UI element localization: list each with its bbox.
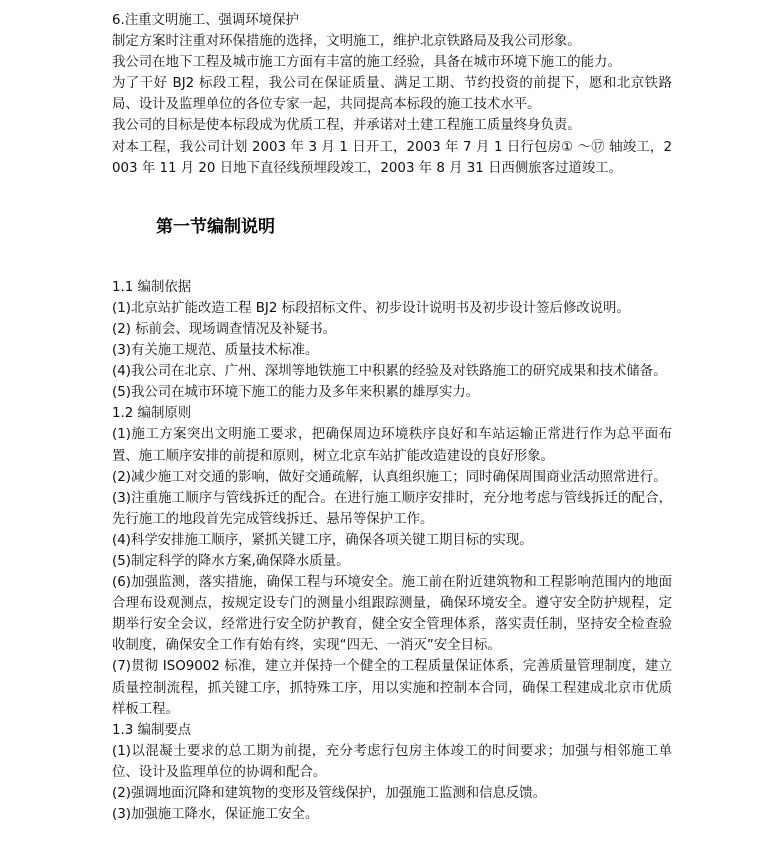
list-item: (2) 标前会、现场调查情况及补疑书。 [112,321,337,337]
list-item: (2)强调地面沉降和建筑物的变形及管线保护，加强施工监测和信息反馈。 [112,786,547,801]
section-gap [112,239,672,277]
list-item: (3)加强施工降水，保证施工安全。 [112,807,319,823]
list-item: (3)注重施工顺序与管线拆迁的配合。在进行施工顺序安排时，充分地考虑与管线拆迁的配合，先行施工的地段首先完成管线拆迁、悬吊等保护工作。 [112,490,672,527]
list-item: (4)我公司在北京、广州、深圳等地铁施工中积累的经验及对铁路施工的研究成果和技术储备。 [112,364,667,380]
paragraph: 为了干好 BJ2 标段工程，我公司在保证质量、满足工期、节约投资的前提下，愿和北京铁路局、设计及监理单位的各位专家一起，共同提高本标段的施工技术水平。 [112,76,672,113]
subsection-heading: 6.注重文明施工、强调环境保护 [112,13,299,28]
subsection-heading: 1.3 编制要点 [112,722,192,738]
list-item: (5)制定科学的降水方案,确保降水质量。 [112,553,350,569]
section-title: 第一节编制说明 [156,216,275,237]
list-item: (7)贯彻 ISO9002 标准，建立并保持一个健全的工程质量保证体系，完善质量管理制度，建立质量控制流程，抓关键工序，抓特殊工序，用以实施和控制本合同，确保工程建成北京市优质样板工程。 [112,659,672,717]
list-item: (1)施工方案突出文明施工要求，把确保周边环境秩序良好和车站运输正常进行作为总平面布置、施工顺序安排的前提和原则，树立北京车站扩能改造建设的良好形象。 [112,427,672,464]
list-item: (5)我公司在城市环境下施工的能力及多年来积累的雄厚实力。 [112,385,480,401]
paragraph: 对本工程，我公司计划 2003 年 3 月 1 日开工，2003 年 7 月 1 日行包房① ～⑰ 轴竣工，2003 年 11 月 20 日地下直径线预埋段竣工，2003 年 8 月 31 日西侧旅客过道竣工。 [112,139,672,176]
list-item: (2)减少施工对交通的影响，做好交通疏解，认真组织施工；同时确保周围商业活动照常进行。 [112,469,667,485]
paragraph: 我公司的目标是使本标段成为优质工程，并承诺对土建工程施工质量终身负责。 [112,118,581,134]
subsection-heading: 1.1 编制依据 [112,279,192,295]
paragraph: 我公司在地下工程及城市施工方面有丰富的施工经验，具备在城市环境下施工的能力。 [112,55,621,71]
document-page [112,10,672,825]
list-item: (3)有关施工规范、质量技术标准。 [112,343,319,359]
section-gap [112,179,672,215]
list-item: (4)科学安排施工顺序，紧抓关键工序，确保各项关键工期目标的实现。 [112,532,533,548]
list-item: (1)以混凝土要求的总工期为前提，充分考虑行包房主体竣工的时间要求；加强与相邻施工单位、设计及监理单位的协调和配合。 [112,743,672,780]
list-item: (1)北京站扩能改造工程 BJ2 标段招标文件、初步设计说明书及初步设计签后修改说明。 [112,300,630,316]
paragraph: 制定方案时注重对环保措施的选择，文明施工，维护北京铁路局及我公司形象。 [112,34,581,50]
list-item: (6)加强监测，落实措施，确保工程与环境安全。施工前在附近建筑物和工程影响范围内的地面合理布设观测点，按规定设专门的测量小组跟踪测量，确保环境安全。遵守安全防护规程，定期举行安全会议，经常进行安全防护教育，健全安全管理体系，落实责任制，坚持安全检查验收制度，确保安全工作有始有终，实现“四无、一消灭”安全目标。 [112,575,672,654]
subsection-heading: 1.2 编制原则 [112,406,192,422]
